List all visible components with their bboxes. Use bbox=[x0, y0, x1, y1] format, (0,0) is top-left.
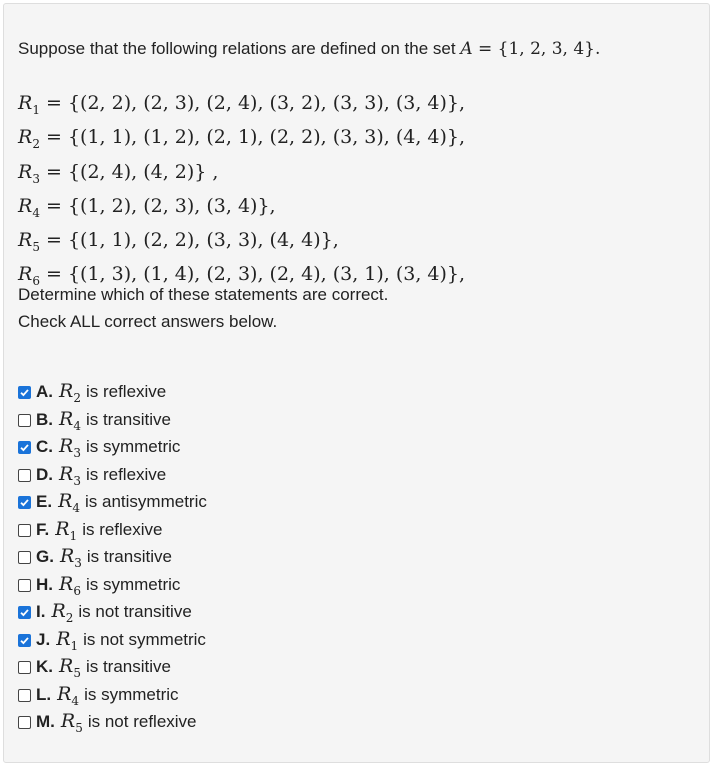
option-relation bbox=[51, 600, 74, 626]
option-relation bbox=[59, 462, 81, 488]
answer-label bbox=[36, 518, 163, 543]
relation-body: = {(1, 3), (1, 4), (2, 3), (2, 4), (3, 1), (3, 4)}, bbox=[46, 263, 466, 286]
option-letter: C. bbox=[36, 437, 53, 457]
option-letter: L. bbox=[36, 684, 52, 704]
option-letter: F. bbox=[36, 519, 50, 539]
option-relation-symbol: R bbox=[59, 545, 75, 568]
option-relation-subscript: 4 bbox=[73, 418, 81, 433]
relation-body: = {(2, 2), (2, 3), (2, 4), (3, 2), (3, 3), (3, 4)}, bbox=[46, 92, 466, 114]
relation-symbol: R bbox=[18, 126, 33, 149]
answer-label bbox=[36, 573, 180, 598]
question-panel bbox=[3, 3, 710, 763]
answer-option[interactable] bbox=[18, 654, 207, 682]
answer-option[interactable] bbox=[18, 379, 207, 407]
option-letter: M. bbox=[36, 712, 55, 732]
option-relation-symbol: R bbox=[51, 600, 66, 623]
answer-checkbox[interactable] bbox=[18, 496, 31, 509]
checkmark-icon bbox=[19, 387, 30, 398]
option-relation-subscript: 3 bbox=[74, 556, 82, 571]
intro-text: Suppose that the following relations are defined on the set bbox=[18, 39, 456, 58]
relation-body: = {(1, 1), (1, 2), (2, 1), (2, 2), (3, 3), (4, 4)}, bbox=[46, 126, 466, 149]
option-letter: B. bbox=[36, 409, 53, 429]
relation-symbol: R bbox=[18, 194, 33, 217]
answer-checkbox[interactable] bbox=[18, 661, 31, 674]
option-relation bbox=[57, 682, 80, 708]
relation-subscript: 6 bbox=[32, 274, 40, 289]
option-text: is not reflexive bbox=[87, 712, 197, 732]
option-relation bbox=[60, 710, 83, 736]
option-relation bbox=[59, 435, 81, 461]
option-text: is not transitive bbox=[78, 602, 192, 622]
option-relation bbox=[59, 380, 81, 406]
answer-label bbox=[36, 600, 192, 625]
option-relation-symbol: R bbox=[59, 572, 74, 595]
option-relation bbox=[59, 407, 81, 433]
option-text: is symmetric bbox=[85, 437, 181, 457]
option-relation-subscript: 3 bbox=[73, 446, 81, 461]
option-relation bbox=[58, 490, 81, 516]
option-relation-symbol: R bbox=[55, 517, 70, 540]
relation-symbol: R bbox=[18, 160, 33, 183]
answer-option[interactable] bbox=[18, 462, 207, 490]
answer-options bbox=[18, 379, 207, 737]
answer-option[interactable] bbox=[18, 709, 207, 737]
relation-body: = {(1, 1), (2, 2), (3, 3), (4, 4)}, bbox=[46, 229, 339, 252]
option-letter: G. bbox=[36, 547, 54, 567]
checkmark-icon bbox=[19, 607, 30, 618]
answer-label bbox=[36, 435, 180, 460]
option-relation-subscript: 5 bbox=[73, 666, 81, 681]
answer-checkbox[interactable] bbox=[18, 716, 31, 729]
option-letter: E. bbox=[36, 492, 53, 512]
relation-definition bbox=[18, 159, 465, 193]
relation-subscript: 3 bbox=[32, 171, 40, 186]
answer-label bbox=[36, 628, 206, 653]
prompt-line-1: Determine which of these statements are correct. bbox=[18, 285, 389, 304]
relation-definition bbox=[18, 193, 465, 227]
option-relation-symbol: R bbox=[57, 682, 72, 705]
relation-definition bbox=[18, 90, 465, 124]
checkmark-icon bbox=[19, 497, 30, 508]
relation-subscript: 1 bbox=[32, 102, 40, 117]
answer-checkbox[interactable] bbox=[18, 414, 31, 427]
relation-body: = {(1, 2), (2, 3), (3, 4)}, bbox=[46, 194, 276, 217]
answer-label bbox=[36, 408, 171, 433]
option-text: is reflexive bbox=[85, 464, 167, 484]
answer-label bbox=[36, 490, 207, 515]
option-relation-symbol: R bbox=[59, 380, 74, 403]
option-relation bbox=[56, 627, 79, 653]
option-letter: H. bbox=[36, 574, 53, 594]
answer-checkbox[interactable] bbox=[18, 606, 31, 619]
option-text: is symmetric bbox=[84, 684, 179, 704]
set-value: = {1, 2, 3, 4}. bbox=[478, 39, 601, 59]
option-relation bbox=[59, 655, 81, 681]
option-relation bbox=[55, 517, 78, 543]
option-relation-subscript: 5 bbox=[75, 721, 83, 736]
option-text: is antisymmetric bbox=[85, 492, 207, 512]
relation-subscript: 2 bbox=[32, 137, 40, 152]
option-relation-subscript: 2 bbox=[73, 391, 81, 406]
answer-option[interactable] bbox=[18, 682, 207, 710]
answer-option[interactable] bbox=[18, 434, 207, 462]
relation-definition bbox=[18, 227, 465, 261]
relation-subscript: 5 bbox=[32, 239, 40, 254]
option-relation-subscript: 4 bbox=[72, 501, 81, 516]
relation-subscript: 4 bbox=[32, 205, 40, 220]
answer-checkbox[interactable] bbox=[18, 386, 31, 399]
option-relation-subscript: 1 bbox=[70, 638, 79, 653]
option-text: is not symmetric bbox=[83, 629, 206, 649]
relation-body: = {(2, 4), (4, 2)} , bbox=[46, 160, 219, 183]
answer-label bbox=[36, 683, 179, 708]
answer-option[interactable] bbox=[18, 517, 207, 545]
option-letter: K. bbox=[36, 657, 53, 677]
answer-label bbox=[36, 710, 197, 735]
option-relation-symbol: R bbox=[58, 490, 73, 513]
option-relation-symbol: R bbox=[59, 655, 74, 678]
answer-option[interactable] bbox=[18, 599, 207, 627]
set-name: A bbox=[460, 39, 473, 59]
option-text: is reflexive bbox=[85, 382, 167, 402]
option-letter: A. bbox=[36, 382, 53, 402]
answer-option[interactable] bbox=[18, 627, 207, 655]
answer-option[interactable] bbox=[18, 407, 207, 435]
answer-option[interactable] bbox=[18, 489, 207, 517]
answer-checkbox[interactable] bbox=[18, 579, 31, 592]
answer-option[interactable] bbox=[18, 572, 207, 600]
option-text: is symmetric bbox=[85, 574, 181, 594]
option-text: is reflexive bbox=[82, 519, 163, 539]
option-relation-subscript: 1 bbox=[69, 528, 78, 543]
relation-symbol: R bbox=[18, 263, 33, 286]
set-expression bbox=[460, 39, 600, 59]
answer-checkbox[interactable] bbox=[18, 689, 31, 702]
prompt-line-2: Check ALL correct answers below. bbox=[18, 312, 278, 331]
checkmark-icon bbox=[19, 442, 30, 453]
option-relation-symbol: R bbox=[60, 710, 76, 733]
option-text: is transitive bbox=[85, 657, 171, 677]
option-letter: I. bbox=[36, 602, 46, 622]
relation-definition bbox=[18, 124, 465, 158]
option-relation bbox=[59, 572, 81, 598]
option-relation-symbol: R bbox=[56, 627, 71, 650]
option-relation-subscript: 6 bbox=[73, 583, 81, 598]
option-letter: D. bbox=[36, 464, 53, 484]
option-relation-subscript: 4 bbox=[71, 693, 80, 708]
option-relation-subscript: 2 bbox=[65, 611, 74, 626]
option-relation-symbol: R bbox=[59, 462, 74, 485]
checkmark-icon bbox=[19, 635, 30, 646]
option-letter: J. bbox=[36, 629, 51, 649]
option-text: is transitive bbox=[85, 409, 171, 429]
answer-label bbox=[36, 655, 171, 680]
option-relation-symbol: R bbox=[59, 407, 74, 430]
option-text: is transitive bbox=[86, 547, 172, 567]
relation-symbol: R bbox=[18, 229, 33, 252]
answer-checkbox[interactable] bbox=[18, 441, 31, 454]
relations-list bbox=[18, 90, 465, 296]
answer-checkbox[interactable] bbox=[18, 469, 31, 482]
answer-label bbox=[36, 545, 172, 570]
option-relation bbox=[59, 545, 82, 571]
answer-checkbox[interactable] bbox=[18, 551, 31, 564]
option-relation-symbol: R bbox=[59, 435, 74, 458]
option-relation-subscript: 3 bbox=[73, 473, 81, 488]
relation-symbol: R bbox=[18, 92, 33, 114]
answer-checkbox[interactable] bbox=[18, 634, 31, 647]
answer-label bbox=[36, 463, 166, 488]
question-intro bbox=[18, 39, 600, 59]
answer-option[interactable] bbox=[18, 544, 207, 572]
answer-checkbox[interactable] bbox=[18, 524, 31, 537]
answer-label bbox=[36, 380, 166, 405]
